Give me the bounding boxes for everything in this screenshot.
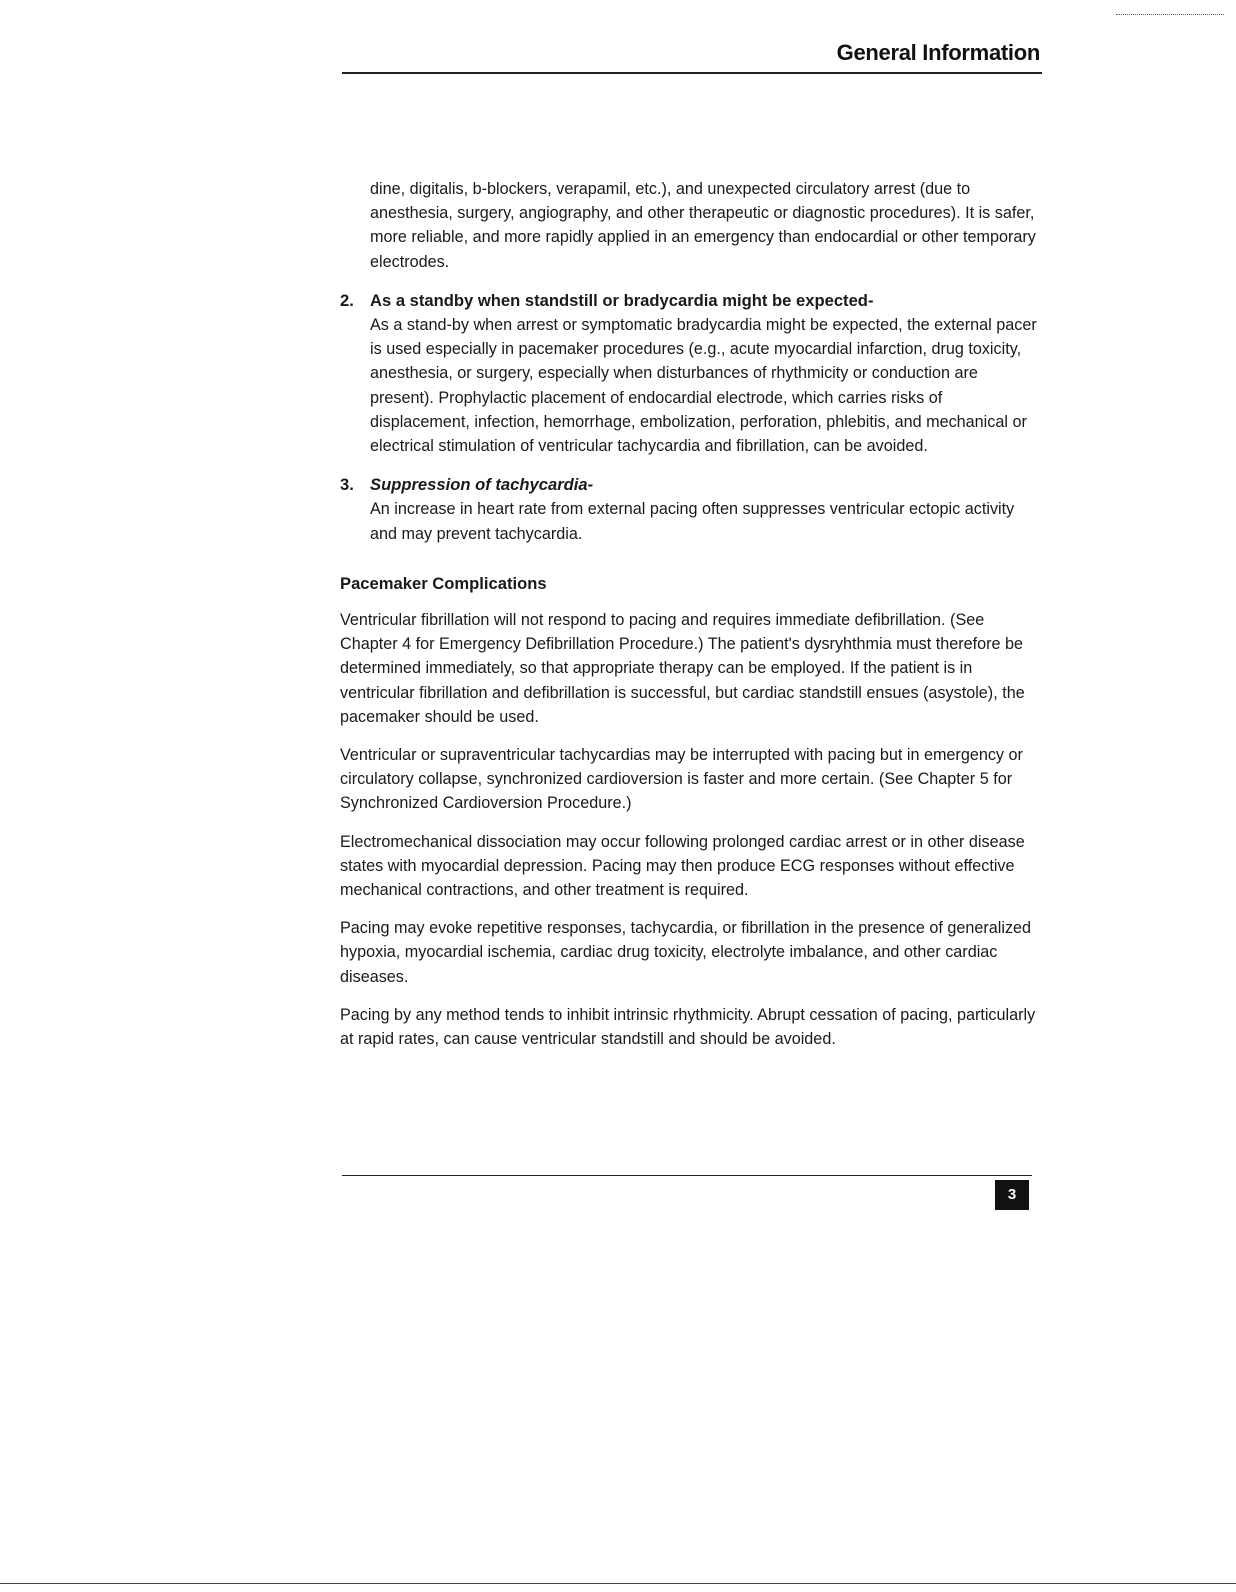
complications-paragraph-5: Pacing by any method tends to inhibit intrinsic rhythmicity. Abrupt cessation of pacing, particularly at rapid rates, can cause ventricular standstill and should be avoided. — [340, 1005, 1036, 1049]
list-item-number: 2. — [340, 290, 354, 310]
bottom-edge-rule — [0, 1583, 1236, 1584]
list-item-heading — [340, 289, 1040, 313]
corner-crop-mark — [1116, 14, 1224, 15]
list-item-standby — [340, 289, 1040, 458]
list-item-heading-text: Suppression of tachycardia- — [370, 475, 594, 495]
footer-rule — [342, 1175, 1032, 1176]
page-number: 3 — [995, 1180, 1029, 1210]
complications-paragraph-3: Electromechanical dissociation may occur following prolonged cardiac arrest or in other disease states with myocardial depression. Pacing may then produce ECG responses without effective mechanical contractions, and other treatment is required. — [340, 832, 1025, 900]
complications-paragraph-2: Ventricular or supraventricular tachycardias may be interrupted with pacing but in emergency or circulatory collapse, synchronized cardioversion is faster and more certain. (See Chapter 5 for Synchronized Cardioversion Procedure.) — [340, 746, 1023, 813]
intro-paragraph: dine, digitalis, b-blockers, verapamil, etc.), and unexpected circulatory arrest (due to anesthesia, surgery, angiography, and other therapeutic or diagnostic procedures). It is safer, more reliable, and more rapidly applied in an emergency than endocardial or other temporary electrodes. — [370, 180, 1036, 271]
list-item-body: As a stand-by when arrest or symptomatic bradycardia might be expected, the external pacer is used especially in pacemaker procedures (e.g., acute myocardial infarction, drug toxicity, anesthesia, or surgery, especially when disturbances of rhythmicity or conduction are present). Prophylactic placement of endocardial electrode, which carries risks of displacement, infection, hemorrhage, embolization, perforation, phlebitis, and mechanical or electrical stimulation of ventricular tachycardia and fibrillation, can be avoided. — [370, 316, 1037, 456]
header-rule — [342, 72, 1042, 74]
complications-paragraph-1: Ventricular fibrillation will not respond to pacing and requires immediate defibrillation. (See Chapter 4 for Emergency Defibrillation Procedure.) The patient's dysryhthmia must therefore be determined immediately, so that appropriate therapy can be employed. If the patient is in ventricular fibrillation and defibrillation is successful, but cardiac standstill ensues (asystole), the pacemaker should be used. — [340, 611, 1025, 726]
list-item-suppression — [340, 473, 1040, 546]
list-item-number: 3. — [340, 475, 354, 495]
page-header-title: General Information — [836, 40, 1040, 65]
page-content — [340, 177, 1040, 1065]
section-heading: Pacemaker Complications — [340, 573, 547, 593]
list-item-body: An increase in heart rate from external pacing often suppresses ventricular ectopic activity and may prevent tachycardia. — [370, 500, 1015, 543]
complications-paragraph-4: Pacing may evoke repetitive responses, tachycardia, or fibrillation in the presence of generalized hypoxia, myocardial ischemia, cardiac drug toxicity, electrolyte imbalance, and other cardiac diseases. — [340, 919, 1032, 986]
list-item-heading — [340, 473, 1040, 497]
list-item-heading-text: As a standby when standstill or bradycardia might be expected- — [370, 290, 874, 310]
